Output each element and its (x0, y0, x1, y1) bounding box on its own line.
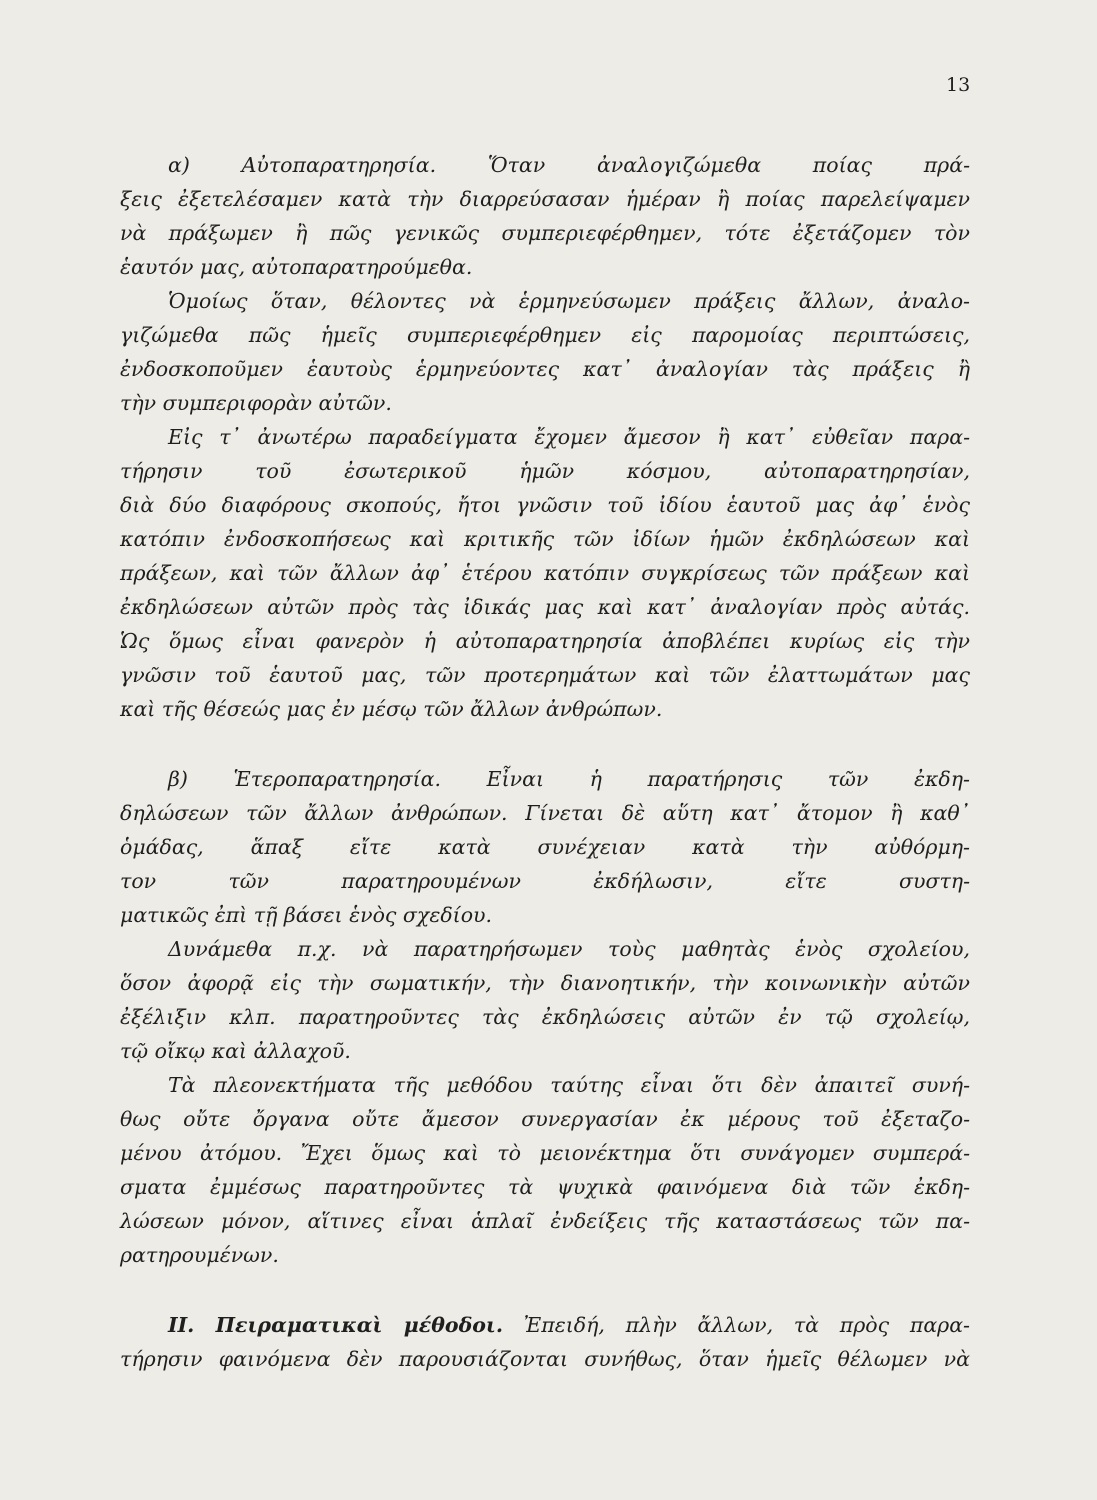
text-line: ματικῶς ἐπὶ τῇ βάσει ἑνὸς σχεδίου. (120, 903, 493, 927)
text-line: ἑαυτόν μας, αὐτοπαρατηρούμεθα. (120, 255, 473, 279)
text-line: τὴν συμπεριφορὰν αὐτῶν. (120, 391, 392, 415)
text-line: ἐκδηλώσεων αὐτῶν πρὸς τὰς ἰδικάς μας καὶ κατ᾽ ἀναλογίαν πρὸς αὐτάς. (120, 595, 970, 619)
text-line: διὰ δύο διαφόρους σκοπούς, ἤτοι γνῶσιν τοῦ ἰδίου ἑαυτοῦ μας ἀφ᾽ ἑνὸς (120, 493, 970, 517)
text-line: Τὰ πλεονεκτήματα τῆς μεθόδου ταύτης εἶναι ὅτι δὲν ἀπαιτεῖ συνή- (168, 1073, 970, 1097)
text-line: κατόπιν ἐνδοσκοπήσεως καὶ κριτικῆς τῶν ἰδίων ἡμῶν ἐκδηλώσεων καὶ (120, 527, 970, 551)
text-line: Ὁμοίως ὅταν, θέλοντες νὰ ἑρμηνεύσωμεν πράξεις ἄλλων, ἀναλο- (168, 289, 970, 313)
paragraph-other-observation (120, 762, 970, 932)
section-gap (120, 1272, 970, 1308)
text-line: ὅσον ἀφορᾷ εἰς τὴν σωματικήν, τὴν διανοητικήν, τὴν κοινωνικὴν αὐτῶν (120, 971, 970, 995)
paragraph-advantages (120, 1068, 970, 1272)
page-body (120, 148, 970, 1376)
paragraph-examples (120, 420, 970, 726)
text-line: τήρησιν φαινόμενα δὲν παρουσιάζονται συνήθως, ὅταν ἡμεῖς θέλωμεν νὰ (120, 1347, 970, 1371)
text-line: δηλώσεων τῶν ἄλλων ἀνθρώπων. Γίνεται δὲ αὕτη κατ᾽ ἄτομον ἢ καθ᾽ (120, 801, 970, 825)
text-line: μένου ἀτόμου. Ἔχει ὅμως καὶ τὸ μειονέκτημα ὅτι συνάγομεν συμπερά- (120, 1141, 970, 1165)
text-line: Εἰς τ᾽ ἀνωτέρω παραδείγματα ἔχομεν ἄμεσον ἢ κατ᾽ εὐθεῖαν παρα- (168, 425, 970, 449)
paragraph-self-observation (120, 148, 970, 284)
text-line: νὰ πράξωμεν ἢ πῶς γενικῶς συμπεριεφέρθημεν, τότε ἐξετάζομεν τὸν (120, 221, 970, 245)
text-run: Ἐπειδή, πλὴν ἄλλων, τὰ πρὸς παρα- (502, 1313, 970, 1337)
section-gap (120, 726, 970, 762)
text-line: ὁμάδας, ἅπαξ εἴτε κατὰ συνέχειαν κατὰ τὴν αὐθόρμη- (120, 835, 970, 859)
text-line: Ὡς ὅμως εἶναι φανερὸν ἡ αὐτοπαρατηρησία ἀποβλέπει κυρίως εἰς τὴν (120, 629, 970, 653)
paragraph-example-students (120, 932, 970, 1068)
text-line: α) Αὐτοπαρατηρησία. Ὅταν ἀναλογιζώμεθα ποίας πρά- (168, 153, 970, 177)
paragraph-experimental-methods (120, 1308, 970, 1376)
text-line: ἐνδοσκοποῦμεν ἑαυτοὺς ἑρμηνεύοντες κατ᾽ ἀναλογίαν τὰς πράξεις ἢ (120, 357, 970, 381)
text-line: καὶ τῆς θέσεώς μας ἐν μέσῳ τῶν ἄλλων ἀνθρώπων. (120, 697, 663, 721)
text-line: τον τῶν παρατηρουμένων ἐκδήλωσιν, εἴτε συστη- (120, 869, 970, 893)
section-heading: ΙΙ. Πειραματικαὶ μέθοδοι. (168, 1313, 503, 1337)
text-line: τῷ οἴκῳ καὶ ἀλλαχοῦ. (120, 1039, 351, 1063)
text-line: σματα ἐμμέσως παρατηροῦντες τὰ ψυχικὰ φαινόμενα διὰ τῶν ἐκδη- (120, 1175, 970, 1199)
text-line: ἐξέλιξιν κλπ. παρατηροῦντες τὰς ἐκδηλώσεις αὐτῶν ἐν τῷ σχολείῳ, (120, 1005, 970, 1029)
text-line: ξεις ἐξετελέσαμεν κατὰ τὴν διαρρεύσασαν ἡμέραν ἢ ποίας παρελείψαμεν (120, 187, 970, 211)
text-line: β) Ἑτεροπαρατηρησία. Εἶναι ἡ παρατήρησις τῶν ἐκδη- (168, 767, 970, 791)
text-line: πράξεων, καὶ τῶν ἄλλων ἀφ᾽ ἑτέρου κατόπιν συγκρίσεως τῶν πράξεων καὶ (120, 561, 970, 585)
text-line (120, 1308, 970, 1342)
text-line: γνῶσιν τοῦ ἑαυτοῦ μας, τῶν προτερημάτων καὶ τῶν ἐλαττωμάτων μας (120, 663, 970, 687)
text-line: γιζώμεθα πῶς ἡμεῖς συμπεριεφέρθημεν εἰς παρομοίας περιπτώσεις, (120, 323, 970, 347)
text-line: θως οὔτε ὄργανα οὔτε ἄμεσον συνεργασίαν ἐκ μέρους τοῦ ἐξεταζο- (120, 1107, 970, 1131)
paragraph-similarly (120, 284, 970, 420)
page-number: 13 (946, 74, 971, 96)
text-line: λώσεων μόνον, αἵτινες εἶναι ἁπλαῖ ἐνδείξεις τῆς καταστάσεως τῶν πα- (120, 1209, 970, 1233)
text-line: ρατηρουμένων. (120, 1243, 279, 1267)
text-line: τήρησιν τοῦ ἐσωτερικοῦ ἡμῶν κόσμου, αὐτοπαρατηρησίαν, (120, 459, 970, 483)
text-line: Δυνάμεθα π.χ. νὰ παρατηρήσωμεν τοὺς μαθητὰς ἑνὸς σχολείου, (168, 937, 970, 961)
